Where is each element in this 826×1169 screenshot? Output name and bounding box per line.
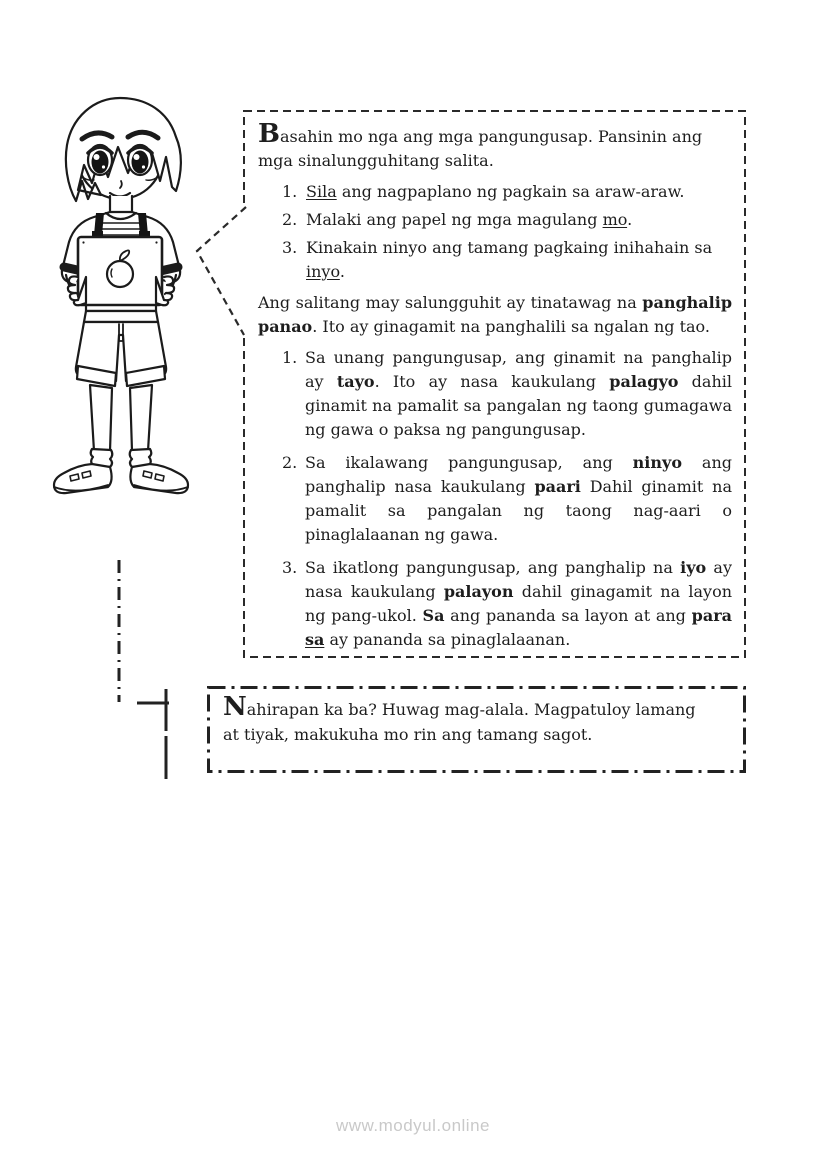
explanation-item-3 [282, 556, 732, 652]
site-watermark: www.modyul.online [335, 1116, 490, 1135]
boy-left-shoe [54, 464, 112, 493]
encouragement-box [207, 686, 746, 773]
explanation-text: Sa ikatlong pangungusap, ang panghalip na iyo ay nasa kaukulang palayon dahil ginagamit na layon ng pang-ukol. Sa ang pananda sa layon at ang para sa ay pananda sa pinaglalaanan. [305, 558, 733, 649]
item-number: 3. [282, 558, 298, 577]
speech-pointer [197, 207, 246, 335]
example-sentence-3 [282, 236, 732, 284]
explanation-text: Sa ikalawang pangungusap, ang ninyo ang panghalip nasa kaukulang paari Dahil ginamit na pamalit sa pangalan ng taong nag-aari o pinaglalaanan ng gawa. [305, 453, 733, 544]
definition-paragraph: Ang salitang may salungguhit ay tinatawag na panghalip panao. Ito ay ginagamit na panghalili sa ngalan ng tao. [258, 293, 732, 336]
lesson-intro-text: asahin mo nga ang mga pangungusap. Pansinin ang mga sinalungguhitang salita. [258, 127, 703, 170]
encouragement-text: Nahirapan ka ba? Huwag mag-alala. Magpatuloy lamang at tiyak, makukuha mo rin ang tamang sagot. [223, 692, 696, 744]
example-sentences [258, 180, 732, 284]
explanation-item-2 [282, 451, 732, 547]
boy-right-shoe [130, 464, 188, 493]
item-number: 3. [282, 238, 298, 257]
item-number: 1. [282, 348, 298, 367]
example-sentence-text: Malaki ang papel ng mga magulang mo. [306, 210, 633, 229]
example-sentence-text: Sila ang nagpaplano ng pagkain sa araw-araw. [306, 182, 685, 201]
encouragement-dropcap: N [223, 692, 247, 722]
boy-right-eye [128, 145, 152, 175]
boy-left-eye [88, 145, 112, 175]
explanation-text: Sa unang pangungusap, ang ginamit na panghalip ay tayo. Ito ay nasa kaukulang palagyo dahil ginamit na pamalit sa pangalan ng taong gumagawa ng gawa o paksa ng pangungusap. [305, 348, 733, 439]
item-number: 2. [282, 210, 298, 229]
item-number: 1. [282, 182, 298, 201]
boy-left-leg [90, 385, 112, 451]
explanation-list [258, 346, 732, 652]
lesson-intro [258, 119, 732, 173]
boy-illustration [48, 95, 196, 513]
lesson-dropcap: B [258, 119, 280, 149]
boy-right-leg [130, 385, 152, 451]
example-sentence-text: Kinakain ninyo ang tamang pagkaing inihahain sa inyo. [306, 238, 713, 281]
example-sentence-1 [282, 180, 732, 204]
example-sentence-2 [282, 208, 732, 232]
lesson-box [244, 111, 745, 657]
boy-waistband [84, 311, 158, 322]
item-number: 2. [282, 453, 298, 472]
explanation-item-1 [282, 346, 732, 442]
